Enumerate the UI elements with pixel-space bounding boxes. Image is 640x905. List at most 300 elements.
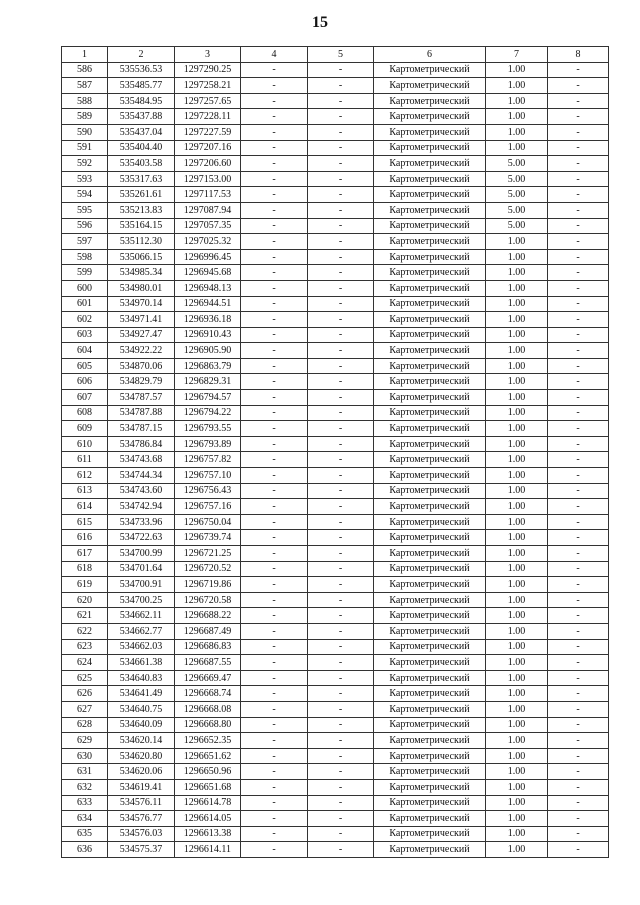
col-4-value: - <box>241 327 308 343</box>
method: Картометрический <box>374 561 486 577</box>
col-8-value: - <box>548 561 609 577</box>
table-row <box>62 249 609 265</box>
x-coordinate: 535485.77 <box>108 78 175 94</box>
table-row <box>62 124 609 140</box>
table-row <box>62 577 609 593</box>
y-coordinate: 1296720.58 <box>175 592 241 608</box>
col-5-value: - <box>308 374 374 390</box>
col-8-value: - <box>548 343 609 359</box>
y-coordinate: 1297117.53 <box>175 187 241 203</box>
accuracy: 1.00 <box>486 733 548 749</box>
point-number: 598 <box>62 249 108 265</box>
col-8-value: - <box>548 249 609 265</box>
table-row <box>62 468 609 484</box>
col-5-value: - <box>308 358 374 374</box>
col-4-value: - <box>241 842 308 858</box>
col-5-value: - <box>308 701 374 717</box>
col-5-value: - <box>308 514 374 530</box>
x-coordinate: 534787.15 <box>108 421 175 437</box>
method: Картометрический <box>374 156 486 172</box>
method: Картометрический <box>374 608 486 624</box>
col-5-value: - <box>308 390 374 406</box>
col-8-value: - <box>548 202 609 218</box>
col-4-value: - <box>241 701 308 717</box>
accuracy: 5.00 <box>486 202 548 218</box>
accuracy: 1.00 <box>486 811 548 827</box>
method: Картометрический <box>374 623 486 639</box>
point-number: 631 <box>62 764 108 780</box>
col-5-value: - <box>308 655 374 671</box>
col-5-value: - <box>308 499 374 515</box>
accuracy: 1.00 <box>486 639 548 655</box>
point-number: 612 <box>62 468 108 484</box>
table-row <box>62 764 609 780</box>
col-4-value: - <box>241 436 308 452</box>
accuracy: 1.00 <box>486 78 548 94</box>
accuracy: 1.00 <box>486 701 548 717</box>
point-number: 609 <box>62 421 108 437</box>
accuracy: 1.00 <box>486 109 548 125</box>
y-coordinate: 1296686.83 <box>175 639 241 655</box>
point-number: 629 <box>62 733 108 749</box>
column-header: 5 <box>308 47 374 63</box>
col-8-value: - <box>548 670 609 686</box>
col-5-value: - <box>308 140 374 156</box>
col-8-value: - <box>548 156 609 172</box>
col-8-value: - <box>548 452 609 468</box>
col-5-value: - <box>308 530 374 546</box>
x-coordinate: 535536.53 <box>108 62 175 78</box>
col-5-value: - <box>308 280 374 296</box>
point-number: 624 <box>62 655 108 671</box>
y-coordinate: 1296757.16 <box>175 499 241 515</box>
col-4-value: - <box>241 686 308 702</box>
col-4-value: - <box>241 312 308 328</box>
method: Картометрический <box>374 779 486 795</box>
table-row <box>62 265 609 281</box>
y-coordinate: 1297228.11 <box>175 109 241 125</box>
point-number: 634 <box>62 811 108 827</box>
method: Картометрический <box>374 140 486 156</box>
x-coordinate: 534970.14 <box>108 296 175 312</box>
method: Картометрический <box>374 187 486 203</box>
point-number: 599 <box>62 265 108 281</box>
table-row <box>62 374 609 390</box>
col-8-value: - <box>548 468 609 484</box>
method: Картометрический <box>374 655 486 671</box>
col-8-value: - <box>548 779 609 795</box>
y-coordinate: 1296688.22 <box>175 608 241 624</box>
accuracy: 1.00 <box>486 280 548 296</box>
table-row <box>62 156 609 172</box>
table-row <box>62 655 609 671</box>
table-row <box>62 187 609 203</box>
x-coordinate: 534662.77 <box>108 623 175 639</box>
col-5-value: - <box>308 577 374 593</box>
col-5-value: - <box>308 62 374 78</box>
method: Картометрический <box>374 811 486 827</box>
method: Картометрический <box>374 280 486 296</box>
accuracy: 1.00 <box>486 265 548 281</box>
y-coordinate: 1296750.04 <box>175 514 241 530</box>
table-row <box>62 202 609 218</box>
col-8-value: - <box>548 296 609 312</box>
table-row <box>62 171 609 187</box>
x-coordinate: 535213.83 <box>108 202 175 218</box>
col-5-value: - <box>308 93 374 109</box>
col-8-value: - <box>548 312 609 328</box>
point-number: 622 <box>62 623 108 639</box>
x-coordinate: 535112.30 <box>108 234 175 250</box>
column-header: 3 <box>175 47 241 63</box>
accuracy: 1.00 <box>486 374 548 390</box>
col-5-value: - <box>308 733 374 749</box>
column-header: 7 <box>486 47 548 63</box>
point-number: 589 <box>62 109 108 125</box>
col-8-value: - <box>548 748 609 764</box>
accuracy: 1.00 <box>486 124 548 140</box>
y-coordinate: 1296829.31 <box>175 374 241 390</box>
col-8-value: - <box>548 78 609 94</box>
col-5-value: - <box>308 187 374 203</box>
y-coordinate: 1296719.86 <box>175 577 241 593</box>
point-number: 630 <box>62 748 108 764</box>
table-row <box>62 779 609 795</box>
y-coordinate: 1297057.35 <box>175 218 241 234</box>
method: Картометрический <box>374 639 486 655</box>
y-coordinate: 1296687.49 <box>175 623 241 639</box>
point-number: 623 <box>62 639 108 655</box>
col-4-value: - <box>241 124 308 140</box>
col-4-value: - <box>241 265 308 281</box>
point-number: 608 <box>62 405 108 421</box>
point-number: 587 <box>62 78 108 94</box>
y-coordinate: 1296944.51 <box>175 296 241 312</box>
col-5-value: - <box>308 670 374 686</box>
table-row <box>62 109 609 125</box>
point-number: 628 <box>62 717 108 733</box>
col-4-value: - <box>241 390 308 406</box>
y-coordinate: 1297153.00 <box>175 171 241 187</box>
x-coordinate: 534576.11 <box>108 795 175 811</box>
col-8-value: - <box>548 483 609 499</box>
y-coordinate: 1296863.79 <box>175 358 241 374</box>
col-4-value: - <box>241 156 308 172</box>
accuracy: 1.00 <box>486 717 548 733</box>
column-header: 6 <box>374 47 486 63</box>
point-number: 613 <box>62 483 108 499</box>
method: Картометрический <box>374 312 486 328</box>
accuracy: 1.00 <box>486 421 548 437</box>
col-4-value: - <box>241 795 308 811</box>
table-row <box>62 234 609 250</box>
col-4-value: - <box>241 249 308 265</box>
point-number: 617 <box>62 546 108 562</box>
col-8-value: - <box>548 358 609 374</box>
col-4-value: - <box>241 623 308 639</box>
col-8-value: - <box>548 93 609 109</box>
col-5-value: - <box>308 78 374 94</box>
point-number: 626 <box>62 686 108 702</box>
method: Картометрический <box>374 592 486 608</box>
y-coordinate: 1296652.35 <box>175 733 241 749</box>
col-5-value: - <box>308 452 374 468</box>
accuracy: 1.00 <box>486 842 548 858</box>
table-row <box>62 717 609 733</box>
x-coordinate: 534742.94 <box>108 499 175 515</box>
table-row <box>62 62 609 78</box>
col-4-value: - <box>241 343 308 359</box>
method: Картометрический <box>374 546 486 562</box>
col-4-value: - <box>241 93 308 109</box>
method: Картометрический <box>374 358 486 374</box>
y-coordinate: 1296687.55 <box>175 655 241 671</box>
method: Картометрический <box>374 171 486 187</box>
col-4-value: - <box>241 779 308 795</box>
x-coordinate: 534640.83 <box>108 670 175 686</box>
col-5-value: - <box>308 811 374 827</box>
x-coordinate: 534700.99 <box>108 546 175 562</box>
accuracy: 1.00 <box>486 312 548 328</box>
x-coordinate: 534575.37 <box>108 842 175 858</box>
table-row <box>62 795 609 811</box>
col-8-value: - <box>548 62 609 78</box>
x-coordinate: 534743.68 <box>108 452 175 468</box>
x-coordinate: 534786.84 <box>108 436 175 452</box>
accuracy: 1.00 <box>486 358 548 374</box>
col-8-value: - <box>548 514 609 530</box>
x-coordinate: 534661.38 <box>108 655 175 671</box>
col-5-value: - <box>308 249 374 265</box>
col-4-value: - <box>241 171 308 187</box>
col-8-value: - <box>548 546 609 562</box>
method: Картометрический <box>374 202 486 218</box>
col-4-value: - <box>241 499 308 515</box>
x-coordinate: 534980.01 <box>108 280 175 296</box>
point-number: 619 <box>62 577 108 593</box>
col-8-value: - <box>548 327 609 343</box>
point-number: 621 <box>62 608 108 624</box>
col-4-value: - <box>241 483 308 499</box>
table-row <box>62 530 609 546</box>
point-number: 588 <box>62 93 108 109</box>
method: Картометрический <box>374 530 486 546</box>
accuracy: 1.00 <box>486 686 548 702</box>
x-coordinate: 535317.63 <box>108 171 175 187</box>
method: Картометрический <box>374 421 486 437</box>
x-coordinate: 534700.91 <box>108 577 175 593</box>
col-8-value: - <box>548 577 609 593</box>
accuracy: 1.00 <box>486 296 548 312</box>
accuracy: 1.00 <box>486 93 548 109</box>
table-row <box>62 327 609 343</box>
method: Картометрический <box>374 405 486 421</box>
method: Картометрический <box>374 249 486 265</box>
col-5-value: - <box>308 343 374 359</box>
x-coordinate: 535164.15 <box>108 218 175 234</box>
col-4-value: - <box>241 608 308 624</box>
method: Картометрический <box>374 468 486 484</box>
table-row <box>62 436 609 452</box>
x-coordinate: 535484.95 <box>108 93 175 109</box>
col-4-value: - <box>241 109 308 125</box>
point-number: 611 <box>62 452 108 468</box>
y-coordinate: 1296668.08 <box>175 701 241 717</box>
accuracy: 1.00 <box>486 436 548 452</box>
col-4-value: - <box>241 218 308 234</box>
table-row <box>62 390 609 406</box>
col-4-value: - <box>241 670 308 686</box>
point-number: 607 <box>62 390 108 406</box>
point-number: 600 <box>62 280 108 296</box>
table-row <box>62 78 609 94</box>
col-5-value: - <box>308 468 374 484</box>
point-number: 604 <box>62 343 108 359</box>
y-coordinate: 1296614.78 <box>175 795 241 811</box>
point-number: 602 <box>62 312 108 328</box>
point-number: 601 <box>62 296 108 312</box>
col-4-value: - <box>241 358 308 374</box>
x-coordinate: 534971.41 <box>108 312 175 328</box>
method: Картометрический <box>374 514 486 530</box>
col-5-value: - <box>308 764 374 780</box>
method: Картометрический <box>374 795 486 811</box>
x-coordinate: 535437.88 <box>108 109 175 125</box>
col-4-value: - <box>241 655 308 671</box>
col-8-value: - <box>548 390 609 406</box>
col-4-value: - <box>241 826 308 842</box>
accuracy: 1.00 <box>486 795 548 811</box>
table-row <box>62 499 609 515</box>
accuracy: 1.00 <box>486 826 548 842</box>
accuracy: 1.00 <box>486 343 548 359</box>
col-4-value: - <box>241 577 308 593</box>
col-5-value: - <box>308 592 374 608</box>
method: Картометрический <box>374 109 486 125</box>
accuracy: 1.00 <box>486 468 548 484</box>
method: Картометрический <box>374 265 486 281</box>
col-4-value: - <box>241 717 308 733</box>
table-row <box>62 452 609 468</box>
x-coordinate: 534700.25 <box>108 592 175 608</box>
table-row <box>62 670 609 686</box>
accuracy: 1.00 <box>486 577 548 593</box>
table-row <box>62 140 609 156</box>
col-5-value: - <box>308 312 374 328</box>
point-number: 620 <box>62 592 108 608</box>
col-4-value: - <box>241 234 308 250</box>
col-8-value: - <box>548 686 609 702</box>
method: Картометрический <box>374 670 486 686</box>
col-4-value: - <box>241 639 308 655</box>
method: Картометрический <box>374 733 486 749</box>
col-8-value: - <box>548 701 609 717</box>
accuracy: 1.00 <box>486 483 548 499</box>
method: Картометрический <box>374 62 486 78</box>
point-number: 635 <box>62 826 108 842</box>
table-row <box>62 358 609 374</box>
table-row <box>62 280 609 296</box>
accuracy: 1.00 <box>486 62 548 78</box>
y-coordinate: 1296650.96 <box>175 764 241 780</box>
method: Картометрический <box>374 452 486 468</box>
column-header: 8 <box>548 47 609 63</box>
method: Картометрический <box>374 842 486 858</box>
col-5-value: - <box>308 717 374 733</box>
y-coordinate: 1296614.05 <box>175 811 241 827</box>
x-coordinate: 534829.79 <box>108 374 175 390</box>
accuracy: 1.00 <box>486 249 548 265</box>
col-8-value: - <box>548 842 609 858</box>
table-row <box>62 93 609 109</box>
y-coordinate: 1296614.11 <box>175 842 241 858</box>
col-4-value: - <box>241 748 308 764</box>
y-coordinate: 1297258.21 <box>175 78 241 94</box>
point-number: 603 <box>62 327 108 343</box>
y-coordinate: 1296945.68 <box>175 265 241 281</box>
accuracy: 1.00 <box>486 546 548 562</box>
x-coordinate: 534662.11 <box>108 608 175 624</box>
col-4-value: - <box>241 764 308 780</box>
point-number: 633 <box>62 795 108 811</box>
method: Картометрический <box>374 826 486 842</box>
method: Картометрический <box>374 296 486 312</box>
table-row <box>62 405 609 421</box>
point-number: 625 <box>62 670 108 686</box>
col-4-value: - <box>241 530 308 546</box>
col-8-value: - <box>548 171 609 187</box>
accuracy: 1.00 <box>486 561 548 577</box>
col-5-value: - <box>308 826 374 842</box>
col-8-value: - <box>548 639 609 655</box>
point-number: 627 <box>62 701 108 717</box>
point-number: 615 <box>62 514 108 530</box>
table-row <box>62 546 609 562</box>
col-8-value: - <box>548 795 609 811</box>
coordinates-table <box>61 46 609 858</box>
accuracy: 1.00 <box>486 452 548 468</box>
col-8-value: - <box>548 374 609 390</box>
y-coordinate: 1296651.68 <box>175 779 241 795</box>
accuracy: 1.00 <box>486 608 548 624</box>
col-4-value: - <box>241 202 308 218</box>
page-number: 15 <box>312 14 328 31</box>
col-8-value: - <box>548 187 609 203</box>
col-5-value: - <box>308 561 374 577</box>
accuracy: 5.00 <box>486 187 548 203</box>
point-number: 592 <box>62 156 108 172</box>
table-row <box>62 296 609 312</box>
col-5-value: - <box>308 546 374 562</box>
point-number: 596 <box>62 218 108 234</box>
col-8-value: - <box>548 717 609 733</box>
col-4-value: - <box>241 546 308 562</box>
col-8-value: - <box>548 124 609 140</box>
y-coordinate: 1296905.90 <box>175 343 241 359</box>
col-4-value: - <box>241 452 308 468</box>
col-8-value: - <box>548 218 609 234</box>
y-coordinate: 1296613.38 <box>175 826 241 842</box>
y-coordinate: 1296794.57 <box>175 390 241 406</box>
accuracy: 1.00 <box>486 655 548 671</box>
x-coordinate: 534787.88 <box>108 405 175 421</box>
col-5-value: - <box>308 795 374 811</box>
accuracy: 5.00 <box>486 218 548 234</box>
col-8-value: - <box>548 280 609 296</box>
col-4-value: - <box>241 733 308 749</box>
x-coordinate: 535437.04 <box>108 124 175 140</box>
point-number: 618 <box>62 561 108 577</box>
